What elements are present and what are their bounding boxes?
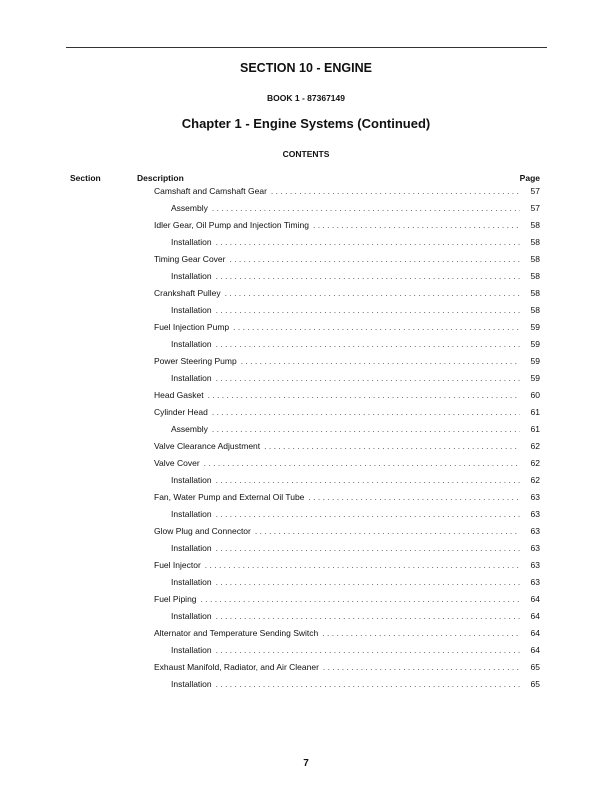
toc-entry-label: Power Steering Pump [154, 356, 237, 366]
toc-entry-page: 58 [530, 288, 540, 298]
dot-leader [216, 373, 520, 383]
toc-entry-page: 58 [530, 305, 540, 315]
toc-entry-label: Assembly [171, 203, 208, 213]
toc-entry-label: Installation [171, 543, 212, 553]
toc-subentry [154, 611, 540, 628]
book-number: BOOK 1 - 87367149 [267, 93, 345, 103]
toc-entry-page: 57 [530, 203, 540, 213]
dot-leader [216, 237, 520, 247]
dot-leader [208, 390, 520, 400]
toc-entry-page: 64 [530, 645, 540, 655]
toc-entry-label: Glow Plug and Connector [154, 526, 251, 536]
dot-leader [264, 441, 520, 451]
dot-leader [205, 560, 520, 570]
toc-entry-label: Installation [171, 271, 212, 281]
toc-subentry [154, 509, 540, 526]
toc-entry [154, 628, 540, 645]
toc-entry-page: 63 [530, 543, 540, 553]
toc-subentry [154, 645, 540, 662]
toc-entry [154, 407, 540, 424]
toc-entry-label: Installation [171, 305, 212, 315]
toc-entry-page: 65 [530, 662, 540, 672]
toc-entry-label: Fuel Injector [154, 560, 201, 570]
toc-entry-page: 65 [530, 679, 540, 689]
toc-entry [154, 254, 540, 271]
toc-entry [154, 458, 540, 475]
toc-entry-page: 63 [530, 526, 540, 536]
dot-leader [216, 509, 520, 519]
toc-subentry [154, 424, 540, 441]
toc-entry-page: 63 [530, 560, 540, 570]
toc-entry-label: Installation [171, 339, 212, 349]
toc-entry-label: Crankshaft Pulley [154, 288, 221, 298]
dot-leader [216, 543, 520, 553]
dot-leader [216, 475, 520, 485]
toc-entry [154, 322, 540, 339]
toc-subentry [154, 577, 540, 594]
toc-entry-label: Valve Cover [154, 458, 200, 468]
toc-subentry [154, 679, 540, 696]
toc-entry [154, 441, 540, 458]
toc-subentry [154, 203, 540, 220]
section-title: SECTION 10 - ENGINE [240, 61, 372, 75]
toc-entry-label: Fuel Piping [154, 594, 197, 604]
dot-leader [212, 203, 520, 213]
dot-leader [322, 628, 520, 638]
dot-leader [216, 339, 520, 349]
toc-entry-label: Installation [171, 645, 212, 655]
toc-subentry [154, 339, 540, 356]
dot-leader [204, 458, 520, 468]
toc-entry [154, 220, 540, 237]
dot-leader [323, 662, 520, 672]
toc-entry [154, 526, 540, 543]
toc-entry-label: Installation [171, 577, 212, 587]
toc-entry-page: 61 [530, 424, 540, 434]
toc-entry-page: 60 [530, 390, 540, 400]
toc-entry-label: Exhaust Manifold, Radiator, and Air Cleaner [154, 662, 319, 672]
toc-entry-page: 59 [530, 356, 540, 366]
toc-entry-label: Installation [171, 475, 212, 485]
toc-entry [154, 662, 540, 679]
toc-entry-page: 61 [530, 407, 540, 417]
toc-entry-label: Assembly [171, 424, 208, 434]
dot-leader [313, 220, 520, 230]
dot-leader [271, 186, 520, 196]
toc-subentry [154, 475, 540, 492]
column-header-page: Page [519, 173, 540, 183]
toc-entry-page: 62 [530, 441, 540, 451]
contents-heading: CONTENTS [282, 149, 330, 159]
toc-entry [154, 288, 540, 305]
toc-entry-page: 63 [530, 509, 540, 519]
toc-entry-page: 64 [530, 611, 540, 621]
dot-leader [255, 526, 520, 536]
toc-entry-label: Installation [171, 679, 212, 689]
toc-entry-label: Head Gasket [154, 390, 204, 400]
toc-entry-page: 59 [530, 339, 540, 349]
dot-leader [216, 645, 520, 655]
toc-entry-page: 64 [530, 594, 540, 604]
dot-leader [241, 356, 520, 366]
toc-entry [154, 390, 540, 407]
toc-entry [154, 560, 540, 577]
toc-entry-page: 58 [530, 271, 540, 281]
toc-entry [154, 356, 540, 373]
toc-entry-label: Installation [171, 611, 212, 621]
toc-list [154, 186, 540, 696]
toc-entry-page: 63 [530, 492, 540, 502]
dot-leader [216, 611, 520, 621]
dot-leader [216, 271, 520, 281]
toc-entry-label: Alternator and Temperature Sending Switch [154, 628, 319, 638]
toc-entry-page: 58 [530, 254, 540, 264]
toc-entry-page: 58 [530, 220, 540, 230]
toc-entry-page: 57 [530, 186, 540, 196]
toc-entry-label: Valve Clearance Adjustment [154, 441, 261, 451]
toc-entry-page: 64 [530, 628, 540, 638]
toc-entry [154, 186, 540, 203]
toc-entry-label: Fuel Injection Pump [154, 322, 230, 332]
toc-subentry [154, 271, 540, 288]
toc-entry-label: Installation [171, 237, 212, 247]
toc-entry-label: Installation [171, 509, 212, 519]
dot-leader [233, 322, 520, 332]
toc-entry [154, 594, 540, 611]
toc-entry-page: 62 [530, 458, 540, 468]
toc-entry-page: 62 [530, 475, 540, 485]
toc-entry-page: 58 [530, 237, 540, 247]
dot-leader [212, 424, 520, 434]
toc-entry-page: 59 [530, 322, 540, 332]
toc-entry-label: Cylinder Head [154, 407, 208, 417]
toc-entry [154, 492, 540, 509]
toc-entry-label: Camshaft and Camshaft Gear [154, 186, 267, 196]
dot-leader [229, 254, 520, 264]
dot-leader [212, 407, 520, 417]
chapter-title: Chapter 1 - Engine Systems (Continued) [181, 116, 431, 131]
dot-leader [308, 492, 520, 502]
toc-entry-label: Idler Gear, Oil Pump and Injection Timing [154, 220, 309, 230]
toc-subentry [154, 373, 540, 390]
toc-subentry [154, 237, 540, 254]
dot-leader [216, 679, 520, 689]
toc-entry-label: Installation [171, 373, 212, 383]
column-header-section: Section [70, 173, 101, 183]
toc-subentry [154, 305, 540, 322]
toc-entry-page: 59 [530, 373, 540, 383]
toc-subentry [154, 543, 540, 560]
top-rule [66, 47, 547, 48]
dot-leader [225, 288, 520, 298]
toc-entry-label: Timing Gear Cover [154, 254, 226, 264]
toc-entry-page: 63 [530, 577, 540, 587]
dot-leader [201, 594, 520, 604]
dot-leader [216, 577, 520, 587]
column-header-description: Description [137, 173, 184, 183]
dot-leader [216, 305, 520, 315]
toc-entry-label: Fan, Water Pump and External Oil Tube [154, 492, 305, 502]
page-number: 7 [303, 758, 309, 769]
